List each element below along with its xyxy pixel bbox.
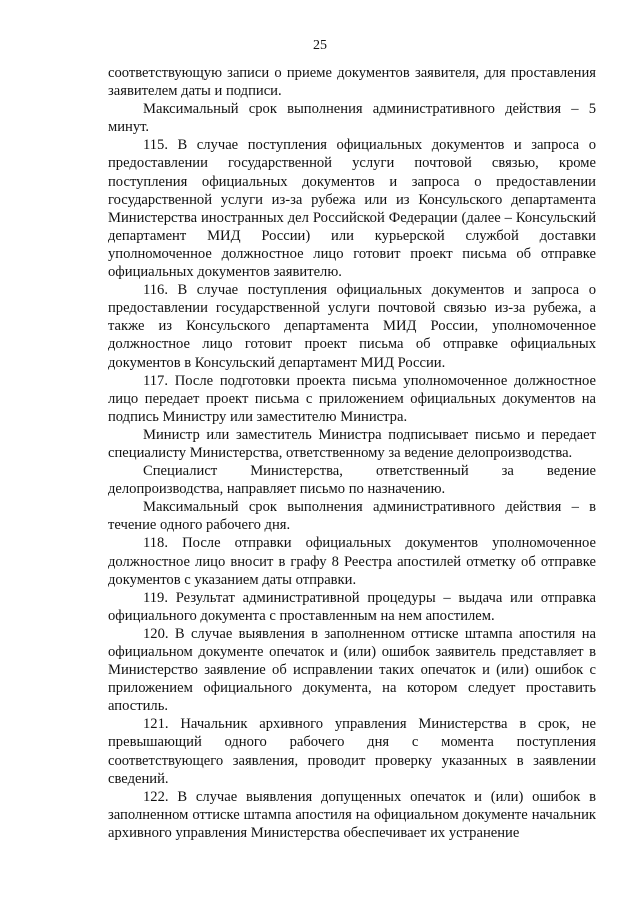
paragraph: 116. В случае поступления официальных документов и запроса о предоставлении государственной услуги почтовой связью из-за рубежа, а также из Консульского департамента МИД России, уполномоченное должностное лицо готовит проект письма об отправке официальных документов в Консульский департамент МИД России. <box>108 282 596 371</box>
paragraph: 115. В случае поступления официальных документов и запроса о предоставлении государственной услуги почтовой связью, кроме поступления официальных документов и запроса о предоставлении государственной услуги из-за рубежа или из Консульского департамента Министерства иностранных дел Российской Федерации (далее – Консульский департамент МИД России) или курьерской службой доставки уполномоченное должностное лицо готовит проект письма об отправке официальных документов заявителю. <box>108 137 596 281</box>
page-number: 25 <box>313 38 327 53</box>
paragraph: 120. В случае выявления в заполненном оттиске штампа апостиля на официальном документе опечаток и (или) ошибок заявитель представляет в Министерство заявление об исправлении таких опечаток и (или) ошибок с приложением официального документа, на котором следует проставить апостиль. <box>108 625 596 715</box>
paragraph: Максимальный срок выполнения административного действия – в течение одного рабочего дня. <box>108 499 596 534</box>
paragraph: 118. После отправки официальных документов уполномоченное должностное лицо вносит в графу 8 Реестра апостилей отметку об отправке документов с указанием даты отправки. <box>108 535 596 588</box>
paragraph: 121. Начальник архивного управления Министерства в срок, не превышающий одного рабочего дня с момента поступления соответствующего заявления, проводит проверку указанных в заявлении сведений. <box>108 716 596 787</box>
paragraph: 122. В случае выявления допущенных опечаток и (или) ошибок в заполненном оттиске штампа апостиля на официальном документе начальник архивного управления Министерства обеспечивает их устранение <box>108 788 596 841</box>
paragraph: 117. После подготовки проекта письма уполномоченное должностное лицо передает проект письма с приложением официальных документов на подпись Министру или заместителю Министра. <box>108 372 596 425</box>
paragraph: Министр или заместитель Министра подписывает письмо и передает специалисту Министерства, ответственному за ведение делопроизводства. <box>108 426 596 461</box>
body-text <box>108 64 596 842</box>
paragraph: соответствующую записи о приеме документов заявителя, для проставления заявителем даты и подписи. <box>108 65 596 100</box>
paragraph: Специалист Министерства, ответственный за ведение делопроизводства, направляет письмо по назначению. <box>108 463 596 498</box>
paragraph: Максимальный срок выполнения административного действия – 5 минут. <box>108 101 596 136</box>
paragraph: 119. Результат административной процедуры – выдача или отправка официального документа с проставленным на нем апостилем. <box>108 589 596 624</box>
